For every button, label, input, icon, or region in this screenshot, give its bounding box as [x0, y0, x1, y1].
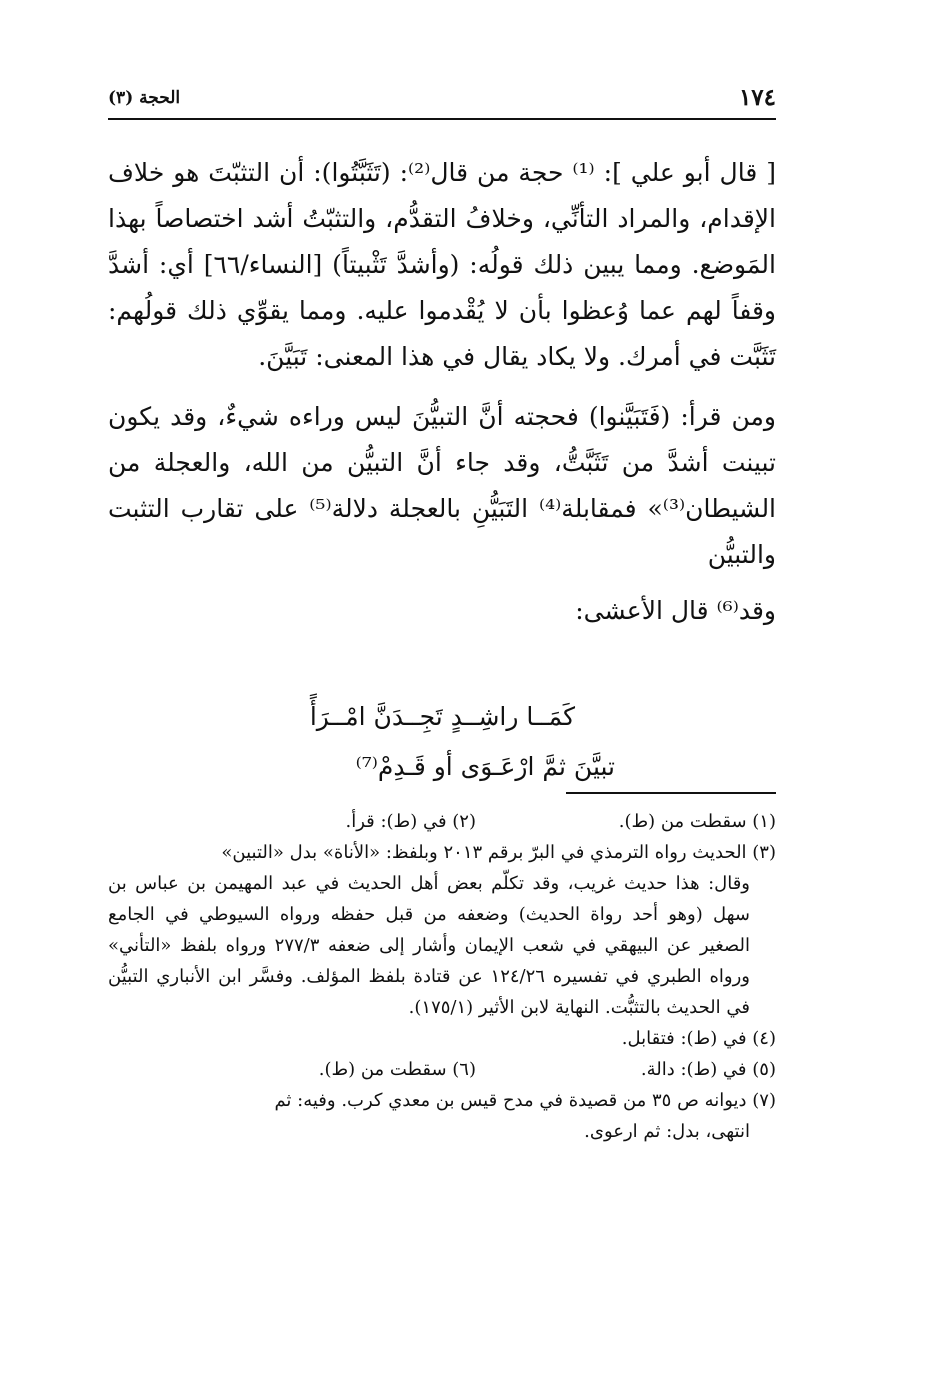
page-header	[108, 84, 776, 120]
footnote-7-second-line: انتهى، بدل: ثم ارعوى.	[584, 1121, 750, 1142]
verse-line-2: تبيَّنَ ثمَّ ارْعَـوَى أو قَـدِمْ⁽⁷⁾	[355, 752, 615, 781]
footnote-4: (٤) في (ط): فتقابل.	[621, 1028, 776, 1049]
footnote-row-1-2	[108, 806, 776, 837]
footnote-6: (٦) سقطت من (ط).	[318, 1059, 476, 1080]
footnote-5: (٥) في (ط): دالة.	[640, 1059, 776, 1080]
footnote-3-body: وقال: هذا حديث غريب، وقد تكلّم بعض أهل الحديث في عبد المهيمن بن عباس بن سهل (وهو أحد رواة الحديث) وضعفه من قبل حفظه ورواه السيوطي في الجامع الصغير عن البيهقي في شعب الإيمان وأشار إلى ضعفه ٢٧٧/٣ ورواه بلفظ «التأني» ورواه الطبري في تفسيره ١٢٤/٢٦ عن قتادة بلفظ المؤلف. وفسَّر ابن الأنباري التبيُّن في الحديث بالتثبُّت. النهاية لابن الأثير (١٧٥/١).	[108, 873, 751, 1018]
footnote-2: (٢) في (ط): قرأ.	[345, 811, 476, 832]
verse-line-1: كَمَــا راشِــدٍ تَجِــدَنَّ امْــرَأً	[309, 702, 575, 731]
footnote-separator	[566, 792, 776, 794]
page-number: ١٧٤	[738, 84, 776, 111]
running-title: الحجة (٣)	[108, 88, 181, 108]
paragraph-2: ومن قرأ: (فَتَبَيَّنوا) فحجته أنَّ التبيُّنَ ليس وراءه شيءٌ، وقد يكون تبينت أشدَّ من تَثَبَّتُّ، وقد جاء أنَّ التبيُّن من الله، والعجلة من الشيطان⁽³⁾» فمقابلة⁽⁴⁾ التَبَيُّنِ بالعجلة دلالة⁽⁵⁾ على تقارب التثبت والتبيُّن	[108, 402, 777, 569]
footnote-1: (١) سقطت من (ط).	[618, 811, 776, 832]
main-text	[108, 150, 776, 634]
poet-intro: وقد⁽⁶⁾ قال الأعشى:	[575, 596, 776, 625]
footnote-3-first-line: (٣) الحديث رواه الترمذي في البرّ برقم ٢٠١٣ وبلفظ: «الأناة» بدل «التبين»	[221, 842, 776, 863]
paragraph-1: [ قال أبو علي ]: ⁽¹⁾ حجة من قال⁽²⁾: (تَثَبَّتُوا): أن التثبّتَ هو خلاف الإقدام، والمراد التأنِّي، وخلافُ التقدُّم، والتثبّتُ أشد اختصاصاً بهذا المَوضع. ومما يبين ذلك قولُه: (وأشدَّ تَثْبيتاً) [النساء/٦٦] أي: أشدَّ وقفاً لهم عما وُعظوا بأن لا يُقْدموا عليه. ومما يقوِّي ذلك قولُهم: تَثَبَّت في أمرك. ولا يكاد يقال في هذا المعنى: تَبَيَّنَ.	[108, 158, 776, 371]
footnote-row-5-6	[108, 1054, 776, 1085]
footnote-7-first-line: (٧) ديوانه ص ٣٥ من قصيدة في مدح قيس بن معدي كرب. وفيه: ثم	[274, 1090, 776, 1111]
footnotes	[108, 806, 776, 1147]
